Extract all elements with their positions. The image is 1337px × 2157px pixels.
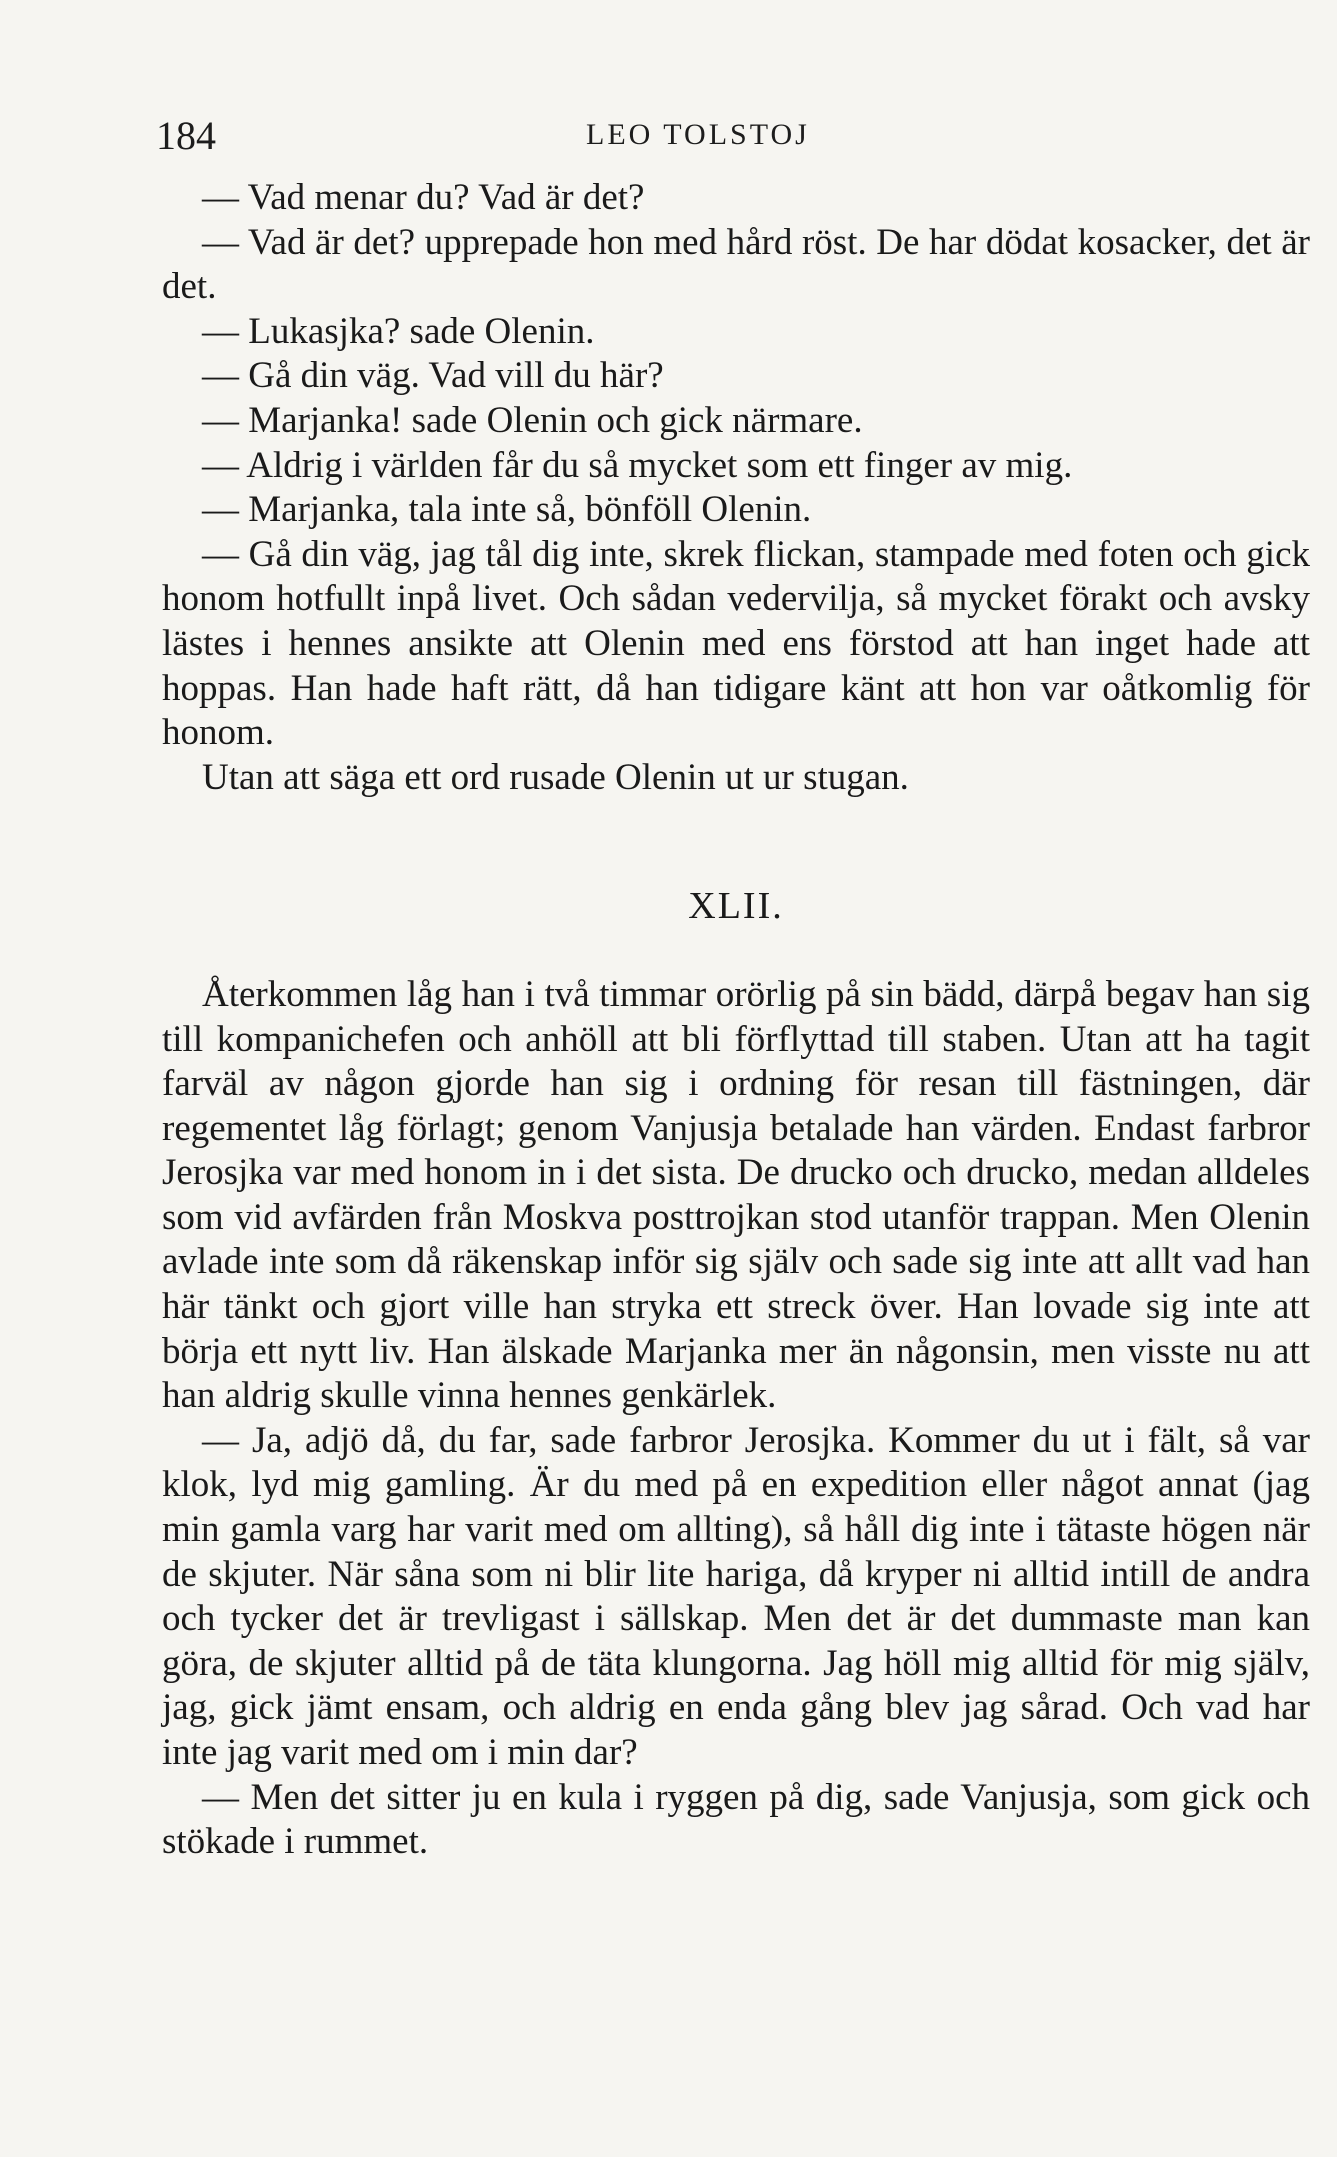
paragraph: Utan att säga ett ord rusade Olenin ut ur stugan. bbox=[202, 756, 909, 798]
running-head bbox=[156, 106, 1306, 166]
paragraph: — Vad är det? upprepade hon med hård röst. De har dödat kosacker, det är det. bbox=[162, 221, 1310, 308]
paragraph: — Vad menar du? Vad är det? bbox=[202, 177, 645, 218]
chapter-heading: XLII. bbox=[688, 885, 784, 928]
chapter-gap-top bbox=[162, 800, 1310, 884]
paragraph: — Ja, adjö då, du far, sade farbror Jerosjka. Kommer du ut i fält, så var klok, lyd mig gamling. Är du med på en expedition eller något annat (jag min gamla varg har varit med om allting), så håll dig inte i tätaste högen när de skjuter. När såna som ni blir lite hariga, då kryper ni alltid intill de andra och tycker det är trevligast i sällskap. Men det är det dummaste man kan göra, de skjuter alltid på de täta klungorna. Jag höll mig alltid för mig själv, jag, gick jämt ensam, och aldrig en enda gång blev jag sårad. Och vad har inte jag varit med om i min dar? bbox=[162, 1419, 1310, 1773]
paragraph: — Men det sitter ju en kula i ryggen på dig, sade Vanjusja, som gick och stökade i rummet. bbox=[162, 1776, 1310, 1863]
paragraph: — Gå din väg. Vad vill du här? bbox=[202, 355, 664, 397]
paragraph: — Aldrig i världen får du så mycket som ett finger av mig. bbox=[202, 444, 1073, 486]
section-before bbox=[162, 176, 1310, 800]
chapter-body bbox=[162, 973, 1310, 1865]
text-block bbox=[162, 176, 1310, 1865]
paragraph: Återkommen låg han i två timmar orörlig på sin bädd, därpå begav han sig till kompanichefen och anhöll att bli förflyttad till staben. Utan att ha tagit farväl av någon gjorde han sig i ordning för resan till fästningen, där regementet låg förlagt; genom Vanjusja betalade han värden. Endast farbror Jerosjka var med honom in i det sista. De drucko och drucko, medan alldeles som vid avfärden från Moskva posttrojkan stod utanför trappan. Men Olenin avlade inte som då räkenskap inför sig själv och sade sig inte att allt vad han här tänkt och gjort ville han stryka ett streck över. Han lovade sig inte att börja ett nytt liv. Han älskade Marjanka mer än någonsin, men visste nu att han aldrig skulle vinna hennes genkärlek. bbox=[162, 973, 1310, 1417]
paragraph: — Marjanka, tala inte så, bönföll Olenin. bbox=[202, 489, 812, 531]
page-number: 184 bbox=[156, 113, 216, 158]
paragraph: — Marjanka! sade Olenin och gick närmare. bbox=[202, 399, 863, 441]
chapter-gap-bottom bbox=[162, 929, 1310, 973]
running-title: LEO TOLSTOJ bbox=[586, 118, 810, 151]
paragraph: — Gå din väg, jag tål dig inte, skrek flickan, stampade med foten och gick honom hotfullt inpå livet. Och sådan vedervilja, så mycket förakt och avsky lästes i hennes ansikte att Olenin med ens förstod att han inget hade att hoppas. Han hade haft rätt, då han tidigare känt att hon var oåtkomlig för honom. bbox=[162, 533, 1310, 754]
paragraph: — Lukasjka? sade Olenin. bbox=[202, 310, 595, 352]
